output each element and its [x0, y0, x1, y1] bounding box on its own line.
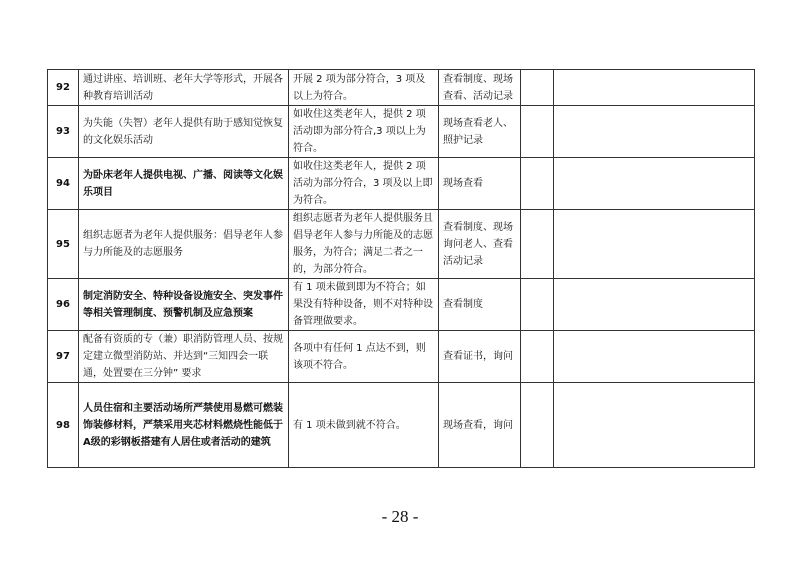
- remark-cell: [554, 106, 755, 158]
- remark-cell: [554, 70, 755, 106]
- row-number: 96: [48, 279, 79, 331]
- criteria-cell: 各项中有任何 1 点达不到，则该项不符合。: [289, 331, 439, 383]
- row-number: 92: [48, 70, 79, 106]
- item-cell: 为失能（失智）老年人提供有助于感知觉恢复的文化娱乐活动: [79, 106, 289, 158]
- result-cell: [521, 279, 554, 331]
- remark-cell: [554, 158, 755, 210]
- table-row: [48, 70, 755, 106]
- table-row: [48, 383, 755, 468]
- assessment-table: [47, 69, 755, 468]
- result-cell: [521, 70, 554, 106]
- item-cell: 配备有资质的专（兼）职消防管理人员、按规定建立微型消防站、并达到“三知四会一联通，处置要在三分钟” 要求: [79, 331, 289, 383]
- table-body: [48, 70, 755, 468]
- criteria-cell: 有 1 项未做到即为不符合；如果没有特种设备，则不对特种设备管理做要求。: [289, 279, 439, 331]
- result-cell: [521, 331, 554, 383]
- criteria-cell: 开展 2 项为部分符合，3 项及以上为符合。: [289, 70, 439, 106]
- criteria-cell: 如收住这类老年人，提供 2 项活动为部分符合，3 项及以上即为符合。: [289, 158, 439, 210]
- method-cell: 现场查看，询问: [439, 383, 521, 468]
- row-number: 97: [48, 331, 79, 383]
- criteria-cell: 组织志愿者为老年人提供服务且倡导老年人参与力所能及的志愿服务，为符合；满足二者之一的，为部分符合。: [289, 210, 439, 279]
- item-cell: 组织志愿者为老年人提供服务：倡导老年人参与力所能及的志愿服务: [79, 210, 289, 279]
- table-row: [48, 106, 755, 158]
- row-number: 98: [48, 383, 79, 468]
- table-row: [48, 158, 755, 210]
- result-cell: [521, 106, 554, 158]
- table-row: [48, 279, 755, 331]
- item-cell: 为卧床老年人提供电视、广播、阅读等文化娱乐项目: [79, 158, 289, 210]
- table-row: [48, 210, 755, 279]
- page-number: - 28 -: [381, 507, 419, 526]
- table-row: [48, 331, 755, 383]
- item-cell: 制定消防安全、特种设备设施安全、突发事件等相关管理制度、预警机制及应急预案: [79, 279, 289, 331]
- remark-cell: [554, 210, 755, 279]
- row-number: 93: [48, 106, 79, 158]
- item-cell: 人员住宿和主要活动场所严禁使用易燃可燃装饰装修材料，严禁采用夹芯材料燃烧性能低于A级的彩钢板搭建有人居住或者活动的建筑: [79, 383, 289, 468]
- result-cell: [521, 210, 554, 279]
- remark-cell: [554, 279, 755, 331]
- remark-cell: [554, 383, 755, 468]
- method-cell: 查看制度、现场询问老人、查看活动记录: [439, 210, 521, 279]
- criteria-cell: 有 1 项未做到就不符合。: [289, 383, 439, 468]
- item-cell: 通过讲座、培训班、老年大学等形式，开展各种教育培训活动: [79, 70, 289, 106]
- method-cell: 查看制度、现场查看、活动记录: [439, 70, 521, 106]
- row-number: 94: [48, 158, 79, 210]
- remark-cell: [554, 331, 755, 383]
- row-number: 95: [48, 210, 79, 279]
- criteria-cell: 如收住这类老年人，提供 2 项活动即为部分符合,3 项以上为符合。: [289, 106, 439, 158]
- result-cell: [521, 383, 554, 468]
- method-cell: 现场查看: [439, 158, 521, 210]
- method-cell: 查看制度: [439, 279, 521, 331]
- method-cell: 现场查看老人、照护记录: [439, 106, 521, 158]
- result-cell: [521, 158, 554, 210]
- method-cell: 查看证书，询问: [439, 331, 521, 383]
